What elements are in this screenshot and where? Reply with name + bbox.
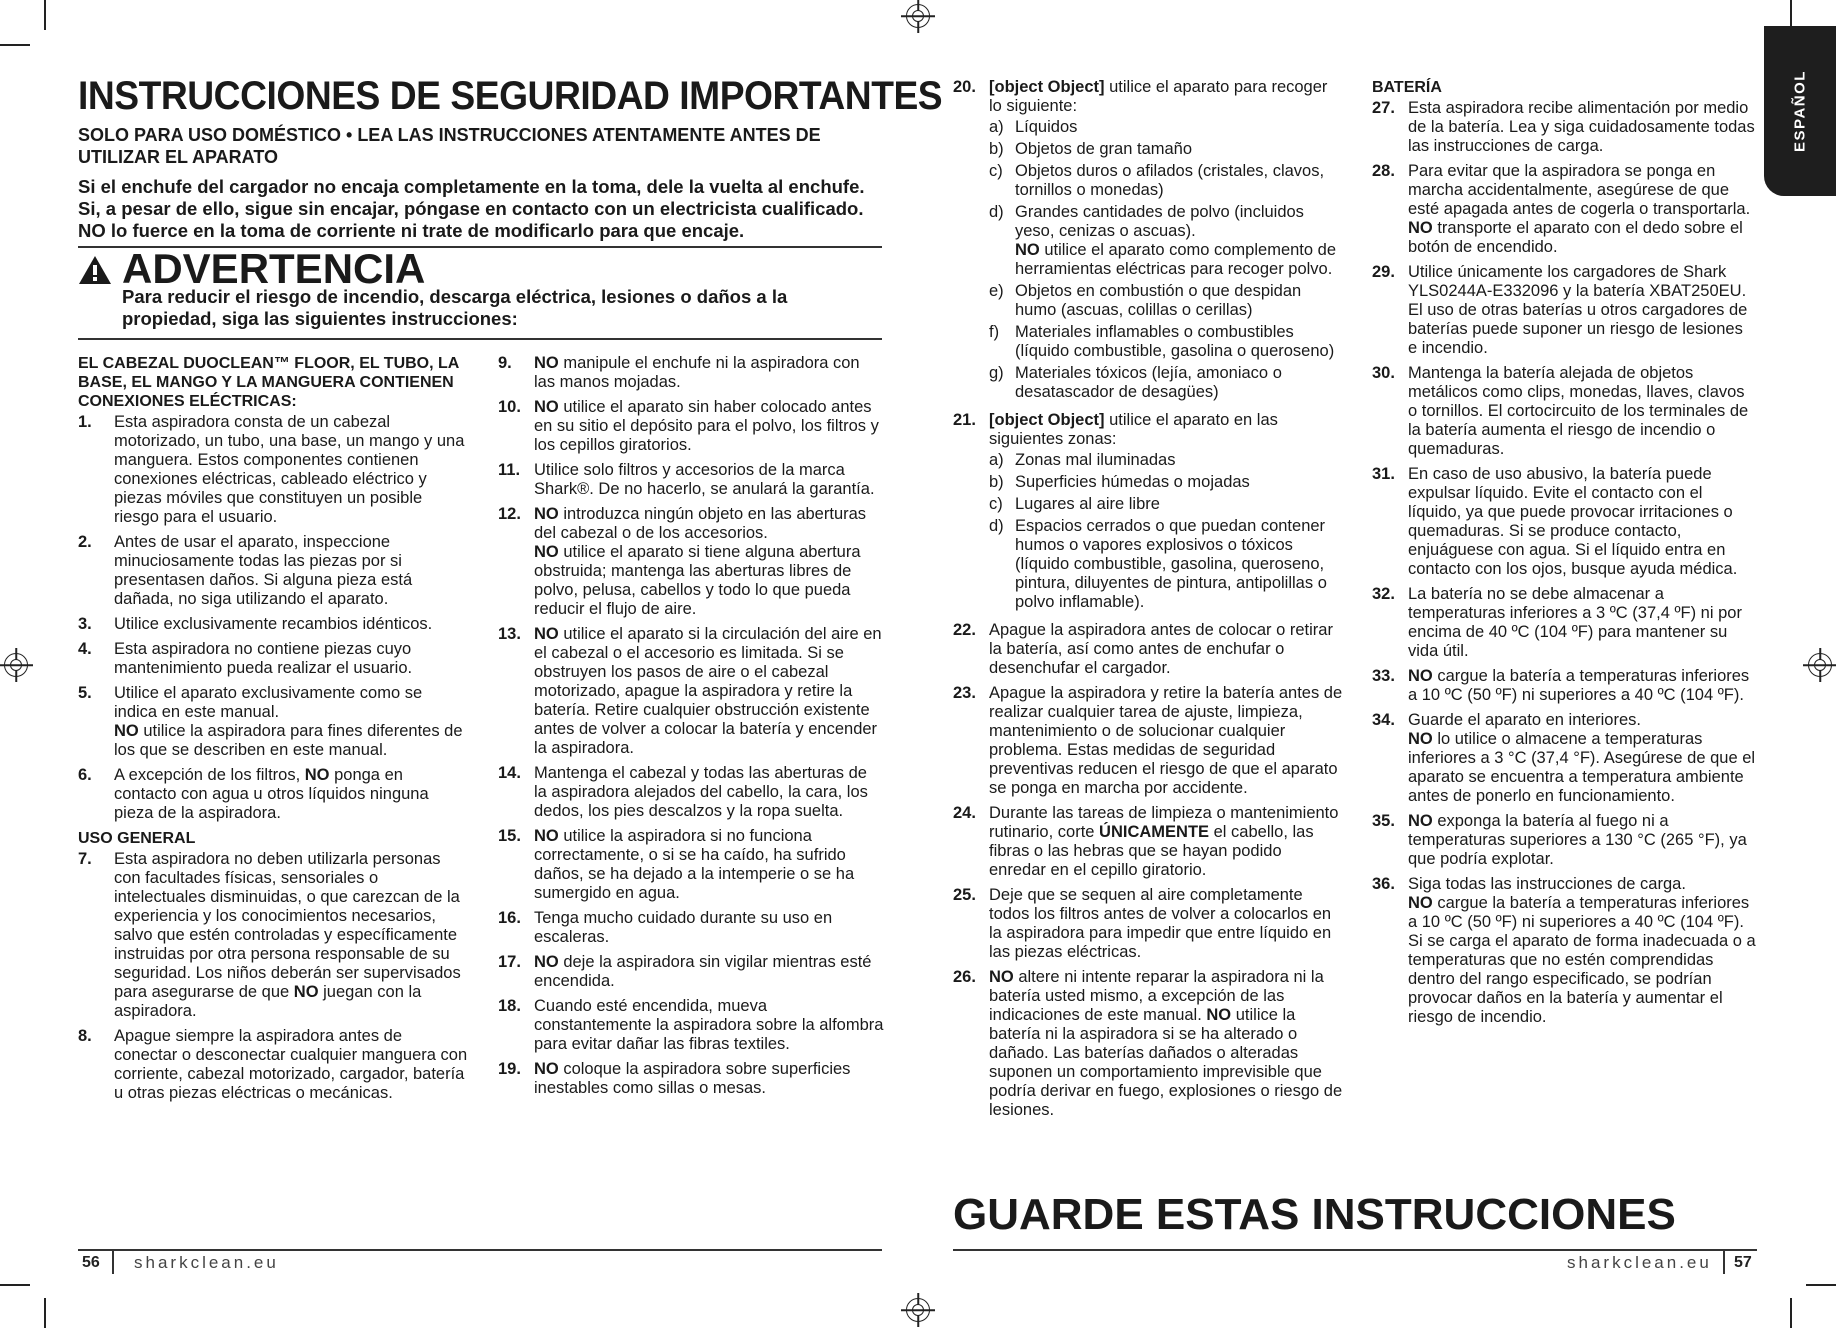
emphasis: NO [1408,812,1433,830]
item-text: utilice el aparato si tiene alguna abertura obstruida; mantenga las aberturas libres de polvo, pelusa, cabellos y todo lo que pueda reducir el flujo de aire. [534,543,861,618]
sub-letter: g) [989,364,1004,382]
sub-item [989,473,1343,492]
sub-item [989,140,1343,159]
item-text: deje la aspiradora sin vigilar mientras esté encendida. [534,953,872,990]
list-item [498,461,884,499]
emphasis: NO [1408,894,1433,912]
item-text: Cuando esté encendida, mueva constantemente la aspiradora sobre la alfombra para evitar dañar las fibras textiles. [534,997,884,1053]
page-subtitle: SOLO PARA USO DOMÉSTICO • LEA LAS INSTRUCCIONES ATENTAMENTE ANTES DE UTILIZAR EL APARATO [78,125,821,167]
emphasis: NO [1206,1006,1232,1024]
item-number: 12. [498,505,521,523]
item-text: juegan con la aspiradora. [114,983,422,1020]
item-text: utilice el aparato en las siguientes zonas: [989,411,1278,448]
item-number: 10. [498,398,521,416]
item-number: 36. [1372,875,1395,893]
sub-text: Espacios cerrados o que puedan contener humos o vapores explosivos o tóxicos (líquido combustible, gasolina, queroseno, pintura, diluyentes de pintura, antipolillas o polvo inflamable). [1015,517,1327,611]
emphasis: NO [1408,219,1433,237]
footer-rule [78,1249,882,1251]
footer-site-right: sharkclean.eu [1567,1253,1712,1272]
emphasis: NO [1408,667,1433,685]
crop-mark [1790,1298,1792,1328]
crop-mark [44,0,46,30]
item-text: Apague la aspiradora y retire la batería antes de realizar cualquier tarea de ajuste, limpieza, mantenimiento o de solucionar cualquier problema. Estas medidas de seguridad preventivas reducen el riesgo de que el aparato se ponga en marcha por accidente. [989,684,1343,797]
emphasis: NO [304,766,330,784]
section-heading: USO GENERAL [78,830,196,847]
list-item [78,640,468,678]
item-text: Utilice solo filtros y accesorios de la marca Shark®. De no hacerlo, se anulará la garantía. [534,461,875,498]
item-number: 23. [953,684,976,702]
sub-letter: f) [989,323,1000,341]
crop-mark [44,1298,46,1328]
item-number: 22. [953,621,976,639]
crop-mark [0,1284,30,1286]
registration-mark-icon [906,4,930,28]
list-item [498,505,884,619]
list-item [498,354,884,392]
language-tab [1764,26,1836,196]
item-number: 18. [498,997,521,1015]
item-text: La batería no se debe almacenar a temperaturas inferiores a 3 ºC (37,4 ºF) ni por encima de 40 ºC (104 ºF) para mantener su vida útil. [1408,585,1742,660]
emphasis: NO [989,968,1014,986]
sub-letter: a) [989,118,1004,136]
item-text: Utilice únicamente los cargadores de Shark YLS0244A-E332096 y la batería XBAT250EU. El uso de otras baterías u otros cargadores de baterías puede suponer un riesgo de lesiones e incendio. [1408,263,1748,357]
registration-mark-icon [906,1298,930,1322]
list-item [1372,99,1756,156]
item-text: utilice la batería ni la aspiradora si se ha alterado o dañado. Las baterías dañados o alteradas suponen un comportamiento imprevisible que podría derivar en fuego, explosiones o riesgo de lesiones. [989,1006,1343,1119]
item-number: 31. [1372,465,1395,483]
item-number: 1. [78,413,92,431]
emphasis: [object Object] [989,78,1105,96]
footer-site-left: sharkclean.eu [134,1253,279,1272]
sub-text: Objetos en combustión o que despidan humo (ascuas, colillas o cerillas) [1015,282,1302,319]
list-item [498,827,884,903]
item-text: Siga todas las instrucciones de carga. [1408,875,1686,893]
divider [78,338,882,340]
column-4 [1372,78,1756,1033]
warning-icon [78,255,112,285]
list-item [1372,263,1756,358]
registration-mark-icon [1808,653,1832,677]
item-text: Guarde el aparato en interiores. [1408,711,1641,729]
sub-item [989,203,1343,279]
item-text: Esta aspiradora recibe alimentación por medio de la batería. Lea y siga cuidadosamente todas las instrucciones de carga. [1408,99,1755,155]
closing-title: GUARDE ESTAS INSTRUCCIONES [953,1190,1676,1239]
list-item [498,909,884,947]
item-number: 11. [498,461,521,479]
list-item [498,398,884,455]
list-item [1372,667,1756,705]
sub-text: Objetos de gran tamaño [1015,140,1193,158]
item-number: 17. [498,953,521,971]
sub-letter: e) [989,282,1004,300]
item-number: 24. [953,804,976,822]
language-tab-label: ESPAÑOL [1791,70,1809,152]
item-text: cargue la batería a temperaturas inferiores a 10 ºC (50 ºF) ni superiores a 40 ºC (104 ºF). Si se carga el aparato de forma inadecuada o a temperaturas que no estén comprendidas dentro del rango especificado, se podrían provocar daños en la batería y aumentar el riesgo de incendio. [1408,894,1756,1026]
emphasis: NO [1408,730,1433,748]
item-number: 19. [498,1060,521,1078]
emphasis: NO [534,398,559,416]
item-text: exponga la batería al fuego ni a temperaturas superiores a 130 °C (265 °F), ya que podría explotar. [1408,812,1747,868]
list-item [1372,585,1756,661]
list-item [498,764,884,821]
list-item [953,411,1343,615]
sub-item [989,517,1343,612]
footer-separator [112,1250,114,1274]
item-number: 2. [78,533,92,551]
section-heading: BATERÍA [1372,79,1442,96]
item-number: 5. [78,684,92,702]
column-3 [953,78,1343,1126]
item-text: coloque la aspiradora sobre superficies inestables como sillas o mesas. [534,1060,851,1097]
list-item [78,1027,468,1103]
item-text: Apague siempre la aspiradora antes de conectar o desconectar cualquier manguera con corriente, cabezal motorizado, cargador, batería u otras piezas eléctricas o mecánicas. [114,1027,468,1102]
footer-rule [953,1249,1757,1251]
sub-letter: b) [989,473,1004,491]
item-number: 6. [78,766,92,784]
item-text: Durante las tareas de limpieza o mantenimiento rutinario, corte [989,804,1339,841]
warning-title: ADVERTENCIA [122,245,426,292]
list-item [953,804,1343,880]
list-item [953,684,1343,798]
item-text: manipule el enchufe ni la aspiradora con las manos mojadas. [534,354,860,391]
sub-item [989,323,1343,361]
list-item [78,615,468,634]
item-number: 34. [1372,711,1395,729]
item-number: 8. [78,1027,92,1045]
sub-text: utilice el aparato como complemento de herramientas eléctricas para recoger polvo. [1015,241,1336,278]
sub-item [989,495,1343,514]
list-item [78,850,468,1021]
item-text: ponga en contacto con agua u otros líquidos ninguna pieza de la aspiradora. [114,766,429,822]
list-item [1372,875,1756,1027]
list-item [498,625,884,758]
sub-item [989,162,1343,200]
item-number: 7. [78,850,92,868]
list-item [1372,364,1756,459]
warning-text: Para reducir el riesgo de incendio, descarga eléctrica, lesiones o daños a la propiedad, siga las siguientes instrucciones: [122,286,788,329]
emphasis: ÚNICAMENTE [1099,823,1210,841]
item-number: 9. [498,354,512,372]
item-number: 29. [1372,263,1395,281]
item-text: Esta aspiradora consta de un cabezal motorizado, un tubo, una base, un mango y una manguera. Estos componentes contienen conexiones eléctricas, cableado eléctrico y piezas móviles que constituyen un posible riesgo para el usuario. [114,413,465,526]
footer-separator [1723,1250,1725,1274]
page-title: INSTRUCCIONES DE SEGURIDAD IMPORTANTES [78,74,943,118]
item-text: Mantenga el cabezal y todas las aberturas de la aspiradora alejados del cabello, la cara, los dedos, los pies descalzos y la ropa suelta. [534,764,868,820]
sub-letter: a) [989,451,1004,469]
item-text: lo utilice o almacene a temperaturas inferiores a 3 °C (37,4 °F). Asegúrese de que el aparato se encuentra a temperatura ambiente antes de ponerlo en funcionamiento. [1408,730,1756,805]
item-number: 21. [953,411,976,429]
crop-mark [0,44,30,46]
emphasis: NO [534,953,559,971]
list-item [1372,812,1756,869]
sub-item [989,282,1343,320]
sub-text: Materiales inflamables o combustibles (líquido combustible, gasolina o queroseno) [1015,323,1335,360]
emphasis: NO [534,354,559,372]
item-text: transporte el aparato con el dedo sobre el botón de encendido. [1408,219,1743,256]
item-number: 30. [1372,364,1395,382]
item-number: 26. [953,968,976,986]
list-item [78,533,468,609]
sub-letter: d) [989,203,1004,221]
sub-letter: b) [989,140,1004,158]
sub-list [989,118,1343,402]
item-text: Esta aspiradora no contiene piezas cuyo mantenimiento pueda realizar el usuario. [114,640,413,677]
item-text: Esta aspiradora no deben utilizarla personas con facultades físicas, sensoriales o intelectuales disminuidas, o que carezcan de la experiencia y los conocimientos necesarios, salvo que estén controladas y específicamente instruidas por otra persona responsable de su seguridad. Los niños deberán ser supervisados para asegurarse de que [114,850,461,1001]
list-item [953,968,1343,1120]
emphasis: NO [293,983,319,1001]
list-item [78,684,468,760]
item-number: 25. [953,886,976,904]
item-text: Apague la aspiradora antes de colocar o retirar la batería, así como antes de enchufar o desenchufar el cargador. [989,621,1333,677]
list-item [78,766,468,823]
item-number: 13. [498,625,521,643]
sub-text: Objetos duros o afilados (cristales, clavos, tornillos o monedas) [1015,162,1325,199]
sub-list [989,451,1343,612]
emphasis: [object Object] [989,411,1105,429]
section-heading: EL CABEZAL DUOCLEAN™ FLOOR, EL TUBO, LA BASE, EL MANGO Y LA MANGUERA CONTIENEN CONEXIONES ELÉCTRICAS: [78,355,459,410]
emphasis: NO [1015,241,1040,259]
list-item [953,621,1343,678]
sub-letter: d) [989,517,1004,535]
column-1 [78,354,468,1109]
registration-mark-icon [4,653,28,677]
item-number: 4. [78,640,92,658]
item-text: Antes de usar el aparato, inspeccione minuciosamente todas las piezas por si presentasen daños. Si alguna pieza está dañada, no siga utilizando el aparato. [114,533,413,608]
emphasis: NO [534,1060,559,1078]
plug-notice: Si el enchufe del cargador no encaja completamente en la toma, dele la vuelta al enchufe. Si, a pesar de ello, sigue sin encajar, póngase en contacto con un electricista cualificado. NO lo fuerce en la toma de corriente ni trate de modificarlo para que encaje. [78,176,865,241]
item-text: utilice la aspiradora si no funciona correctamente, o si se ha caído, ha sufrido daños, se ha dejado a la intemperie o se ha sumergido en agua. [534,827,855,902]
list-item [498,953,884,991]
item-text: introduzca ningún objeto en las aberturas del cabezal o de los accesorios. [534,505,867,542]
emphasis: NO [534,827,559,845]
item-number: 28. [1372,162,1395,180]
emphasis: NO [534,625,559,643]
item-number: 20. [953,78,976,96]
sub-letter: c) [989,162,1003,180]
item-text: A excepción de los filtros, [114,766,305,784]
item-number: 16. [498,909,521,927]
crop-mark [1806,1284,1836,1286]
item-text: utilice el aparato sin haber colocado antes en su sitio el depósito para el polvo, los filtros y los cepillos giratorios. [534,398,879,454]
list-item [953,78,1343,405]
list-item [1372,711,1756,806]
emphasis: NO [534,543,559,561]
item-number: 14. [498,764,521,782]
sub-text: Superficies húmedas o mojadas [1015,473,1250,491]
item-text: Mantenga la batería alejada de objetos metálicos como clips, monedas, llaves, clavos o tornillos. El cortocircuito de los terminales de la batería aumenta el riesgo de incendio o quemaduras. [1408,364,1749,458]
list-item [78,413,468,527]
column-2 [498,354,884,1104]
sub-text: Lugares al aire libre [1015,495,1160,513]
item-text: Para evitar que la aspiradora se ponga en marcha accidentalmente, asegúrese de que esté apagada antes de cogerla o transportarla. [1408,162,1751,218]
item-number: 32. [1372,585,1395,603]
item-text: Utilice el aparato exclusivamente como se indica en este manual. [114,684,423,721]
sub-text: Grandes cantidades de polvo (incluidos yeso, cenizas o ascuas). [1015,203,1304,240]
item-number: 3. [78,615,92,633]
item-text: el cabello, las fibras o las hebras que se hayan podido enredar en el cepillo giratorio. [989,823,1314,879]
sub-item [989,364,1343,402]
item-text: Utilice exclusivamente recambios idénticos. [114,615,433,633]
item-text: Deje que se sequen al aire completamente todos los filtros antes de volver a colocarlos en la aspiradora para impedir que entre líquido en las piezas eléctricas. [989,886,1332,961]
sub-item [989,451,1343,470]
item-text: cargue la batería a temperaturas inferiores a 10 ºC (50 ºF) ni superiores a 40 ºC (104 ºF). [1408,667,1750,704]
sub-letter: c) [989,495,1003,513]
sub-text: Materiales tóxicos (lejía, amoniaco o desatascador de desagües) [1015,364,1282,401]
list-item [1372,162,1756,257]
item-text: utilice la aspiradora para fines diferentes de los que se describen en este manual. [114,722,463,759]
emphasis: NO [534,505,559,523]
emphasis: NO [114,722,139,740]
item-text: utilice el aparato para recoger lo siguiente: [989,78,1328,115]
list-item [498,1060,884,1098]
list-item [953,886,1343,962]
list-item [498,997,884,1054]
item-number: 35. [1372,812,1395,830]
item-number: 15. [498,827,521,845]
item-text: Tenga mucho cuidado durante su uso en escaleras. [534,909,833,946]
sub-text: Líquidos [1015,118,1078,136]
sub-text: Zonas mal iluminadas [1015,451,1176,469]
list-item [1372,465,1756,579]
item-text: En caso de uso abusivo, la batería puede expulsar líquido. Evite el contacto con el líquido, ya que puede provocar irritaciones o quemaduras. Si se produce contacto, enjuáguese con agua. Si el líquido entra en contacto con los ojos, busque ayuda médica. [1408,465,1738,578]
page-number-left: 56 [82,1254,100,1271]
item-text: utilice el aparato si la circulación del aire en el cabezal o el accesorio es limitada. Si se obstruyen los pasos de aire o el cabezal motorizado, apague la aspiradora y retire la batería. Retire cualquier obstrucción existente antes de volver a colocar la batería y encender la aspiradora. [534,625,882,757]
sub-item [989,118,1343,137]
item-number: 33. [1372,667,1395,685]
page-number-right: 57 [1734,1254,1752,1271]
item-text: altere ni intente reparar la aspiradora ni la batería usted mismo, a excepción de las indicaciones de este manual. [989,968,1324,1024]
item-number: 27. [1372,99,1395,117]
